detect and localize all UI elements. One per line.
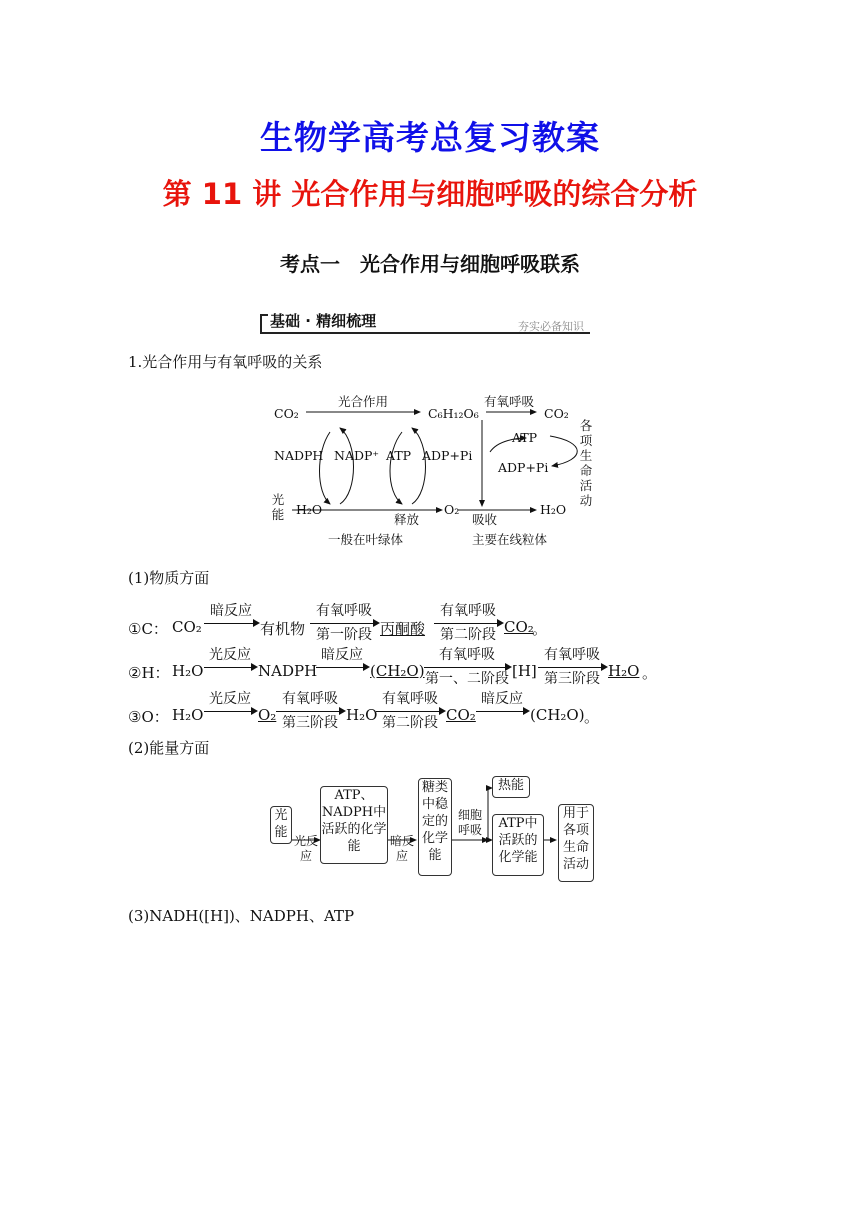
nadp-label: NADP⁺ [334, 448, 379, 463]
h2o-right-label: H₂O [540, 502, 567, 517]
arrow-bottom-label: 第一、二阶段 [425, 671, 509, 687]
formula-arrow [310, 600, 378, 643]
formula-term: O₂ [258, 706, 277, 724]
arrow-top-label: 有氧呼吸 [439, 647, 495, 663]
formula-carbon [128, 600, 728, 643]
paragraph-heading-1: 1.光合作用与有氧呼吸的关系 [128, 353, 323, 371]
subheading-energy: (2)能量方面 [128, 739, 210, 757]
arrow-top-label: 有氧呼吸 [544, 647, 600, 663]
co2-right-label: CO₂ [544, 406, 569, 421]
formula-arrow [204, 600, 258, 640]
formula-hydrogen [128, 644, 748, 687]
formula-arrow [204, 688, 256, 728]
formula-term: CO₂ [172, 618, 202, 636]
release-label: 释放 [394, 512, 420, 527]
heat-energy-box: 热能 [492, 776, 530, 798]
atp-label: ATP [386, 448, 412, 463]
arrow-bottom-label: 第三阶段 [544, 671, 600, 687]
arrow-bottom-label: 第一阶段 [316, 627, 372, 643]
formula-term: 有机物 [260, 620, 306, 638]
adp-pi-label: ADP+Pi [422, 448, 473, 463]
formula-term: H₂O [346, 706, 378, 724]
light-energy-box: 光能 [270, 806, 292, 844]
arrow-top-label: 有氧呼吸 [282, 691, 338, 707]
mitochondria-label: 主要在线粒体 [472, 532, 548, 547]
atp-nadph-box: ATP、NADPH中活跃的化学能 [320, 786, 388, 864]
formula-arrow [476, 688, 528, 728]
arrow-top-label: 暗反应 [210, 603, 252, 619]
formula-arrow [434, 600, 502, 643]
arrow-bottom-label: 第三阶段 [282, 715, 338, 731]
light-energy-label: 光能 [271, 492, 285, 522]
formula-term: NADPH [258, 662, 318, 680]
arrow-top-label: 有氧呼吸 [440, 603, 496, 619]
arrow-top-label: 暗反应 [481, 691, 523, 707]
h2o-left-label: H₂O [296, 502, 323, 517]
glucose-label: C₆H₁₂O₆ [428, 406, 479, 421]
chloroplast-label: 一般在叶绿体 [328, 532, 404, 547]
lesson-title: 第 11 讲 光合作用与细胞呼吸的综合分析 [162, 177, 698, 211]
arrow-top-label: 有氧呼吸 [316, 603, 372, 619]
photosynthesis-respiration-diagram [268, 392, 608, 552]
section-title: 光合作用与细胞呼吸联系 [360, 252, 580, 276]
dark-reaction-label: 暗反应 [389, 834, 414, 863]
formula-term: 丙酮酸 [380, 620, 426, 638]
section-heading [0, 248, 860, 277]
life-activities-box: 用于各项生命活动 [558, 804, 594, 882]
light-reaction-label: 光反应 [293, 834, 318, 863]
subheading-carriers: (3)NADH([H])、NADPH、ATP [128, 907, 355, 925]
formula-arrow [316, 644, 368, 684]
document-title: 生物学高考总复习教案 [260, 118, 600, 157]
formula-term: CO₂ [446, 706, 476, 724]
o2-label: O₂ [444, 502, 460, 517]
formula-arrow [204, 644, 256, 684]
formula-term: CO₂ [504, 618, 534, 636]
formula-term: (CH₂O) [370, 662, 425, 680]
aerobic-respiration-label: 有氧呼吸 [484, 394, 535, 409]
arrow-top-label: 光反应 [209, 647, 251, 663]
arrow-bottom-label: 第二阶段 [382, 715, 438, 731]
subheading-material: (1)物质方面 [128, 569, 210, 587]
cell-respiration-label: 细胞呼吸 [457, 808, 482, 837]
banner-tagline: 夯实必备知识 [518, 320, 584, 333]
arrow-top-label: 暗反应 [321, 647, 363, 663]
arrow-top-label: 有氧呼吸 [382, 691, 438, 707]
atp-energy-box: ATP中活跃的化学能 [492, 814, 544, 876]
formula-term: H₂O [172, 662, 204, 680]
co2-left-label: CO₂ [274, 406, 299, 421]
photosynthesis-label: 光合作用 [338, 394, 389, 409]
arrow-top-label: 光反应 [209, 691, 251, 707]
energy-flow-diagram [270, 774, 600, 886]
formula-arrow [276, 688, 344, 731]
activities-label: 各项生命活动 [579, 418, 593, 508]
formula-arrow [538, 644, 606, 687]
banner-label: 基础 · 精细梳理 [270, 312, 377, 330]
adp-pi-right-label: ADP+Pi [498, 460, 549, 475]
formula-label: ①C： [128, 620, 168, 638]
formula-term: [H] [512, 662, 537, 680]
formula-arrow [424, 644, 510, 687]
nadph-label: NADPH [274, 448, 324, 463]
section-banner [260, 310, 590, 336]
formula-oxygen [128, 688, 748, 731]
formula-arrow [376, 688, 444, 731]
formula-end: 。 [532, 620, 548, 638]
formula-label: ②H： [128, 664, 170, 682]
arrow-bottom-label: 第二阶段 [440, 627, 496, 643]
formula-end: 。 [642, 664, 658, 682]
section-number: 考点一 [280, 252, 340, 276]
formula-term: H₂O [172, 706, 204, 724]
banner-underline [260, 332, 590, 334]
formula-term: (CH₂O) [530, 706, 585, 724]
atp-right-label: ATP [512, 430, 538, 445]
formula-end: 。 [584, 708, 600, 726]
formula-term: H₂O [608, 662, 640, 680]
sugar-energy-box: 糖类中稳定的化学能 [418, 778, 452, 876]
absorb-label: 吸收 [472, 512, 498, 527]
banner-bracket [260, 314, 268, 334]
formula-label: ③O： [128, 708, 169, 726]
